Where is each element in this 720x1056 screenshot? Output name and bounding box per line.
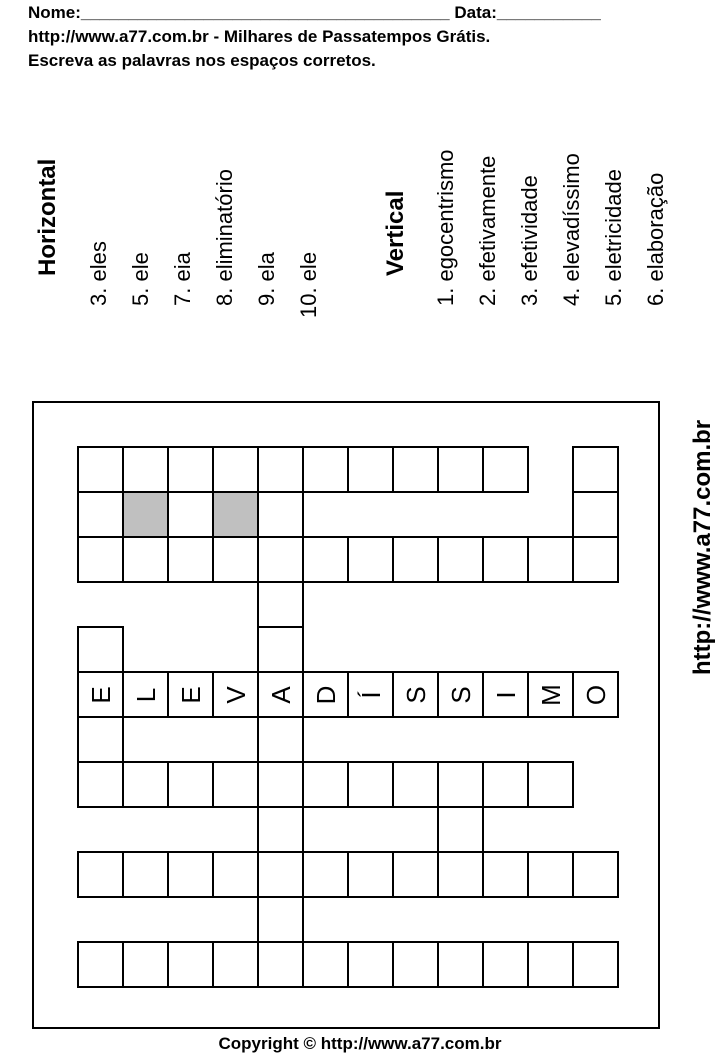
grid-cell[interactable]	[122, 536, 169, 583]
instruction-line: Escreva as palavras nos espaços corretos.	[28, 51, 376, 70]
grid-cell[interactable]	[572, 491, 619, 538]
grid-cell[interactable]	[167, 941, 214, 988]
grid-cell[interactable]	[437, 761, 484, 808]
grid-cell[interactable]	[347, 851, 394, 898]
vertical-clue: 5. eletricidade	[601, 169, 626, 306]
grid-cell[interactable]	[257, 806, 304, 853]
cell-letter: A	[265, 685, 296, 704]
grid-cell[interactable]	[77, 851, 124, 898]
grid-cell[interactable]	[437, 851, 484, 898]
cell-letter: S	[400, 685, 431, 704]
grid-cell[interactable]	[392, 671, 439, 718]
horizontal-clue: 3. eles	[86, 241, 111, 306]
grid-cell[interactable]	[257, 716, 304, 763]
grid-cell[interactable]	[122, 761, 169, 808]
grid-cell[interactable]	[527, 851, 574, 898]
grid-cell[interactable]	[167, 491, 214, 538]
grid-cell[interactable]	[167, 536, 214, 583]
grid-cell[interactable]	[257, 896, 304, 943]
grid-cell[interactable]	[257, 851, 304, 898]
grid-cell[interactable]	[77, 716, 124, 763]
grid-cell[interactable]	[122, 671, 169, 718]
grid-cell[interactable]	[302, 851, 349, 898]
grid-cell[interactable]	[257, 581, 304, 628]
grid-cell[interactable]	[212, 761, 259, 808]
grid-cell[interactable]	[122, 941, 169, 988]
grid-cell[interactable]	[212, 491, 259, 538]
grid-cell[interactable]	[482, 536, 529, 583]
vertical-clue: 4. elevadíssimo	[559, 153, 584, 306]
grid-cell[interactable]	[302, 941, 349, 988]
grid-cell[interactable]	[347, 761, 394, 808]
grid-cell[interactable]	[437, 941, 484, 988]
grid-cell[interactable]	[302, 536, 349, 583]
grid-cell[interactable]	[572, 941, 619, 988]
grid-cell[interactable]	[167, 671, 214, 718]
cell-letter: D	[310, 685, 341, 704]
grid-cell[interactable]	[167, 446, 214, 493]
grid-cell[interactable]	[212, 446, 259, 493]
copyright-footer: Copyright © http://www.a77.com.br	[218, 1034, 502, 1053]
grid-cell[interactable]	[572, 446, 619, 493]
grid-cell[interactable]	[392, 761, 439, 808]
cell-letter: E	[175, 685, 206, 704]
vertical-clue: 6. elaboração	[643, 172, 668, 306]
grid-cell[interactable]	[77, 941, 124, 988]
grid-cell[interactable]	[212, 671, 259, 718]
grid-cell[interactable]	[347, 671, 394, 718]
cell-letter: Í	[355, 690, 386, 699]
horizontal-clue: 5. ele	[128, 252, 153, 306]
grid-cell[interactable]	[347, 536, 394, 583]
grid-cell[interactable]	[77, 626, 124, 673]
grid-cell[interactable]	[302, 446, 349, 493]
grid-cell[interactable]	[257, 536, 304, 583]
grid-cell[interactable]	[257, 626, 304, 673]
grid-cell[interactable]	[122, 446, 169, 493]
grid-cell[interactable]	[392, 446, 439, 493]
grid-cell[interactable]	[392, 941, 439, 988]
cell-letter: V	[220, 685, 251, 704]
grid-cell[interactable]	[212, 536, 259, 583]
grid-cell[interactable]	[257, 446, 304, 493]
grid-cell[interactable]	[527, 761, 574, 808]
grid-cell[interactable]	[167, 851, 214, 898]
grid-cell[interactable]	[77, 446, 124, 493]
grid-cell[interactable]	[77, 761, 124, 808]
grid-cell[interactable]	[77, 536, 124, 583]
grid-cell[interactable]	[392, 851, 439, 898]
grid-cell[interactable]	[302, 671, 349, 718]
grid-cell[interactable]	[437, 446, 484, 493]
vertical-clue: 2. efetivamente	[475, 155, 500, 306]
grid-cell[interactable]	[212, 941, 259, 988]
cell-letter: M	[535, 683, 566, 706]
grid-cell[interactable]	[347, 941, 394, 988]
grid-cell[interactable]	[302, 761, 349, 808]
horizontal-clue: 7. eia	[170, 252, 195, 306]
grid-cell[interactable]	[77, 491, 124, 538]
grid-cell[interactable]	[527, 941, 574, 988]
grid-cell[interactable]	[437, 536, 484, 583]
grid-cell[interactable]	[122, 491, 169, 538]
grid-cell[interactable]	[122, 851, 169, 898]
grid-cell[interactable]	[482, 851, 529, 898]
horizontal-clue: 9. ela	[254, 252, 279, 306]
grid-cell[interactable]	[347, 446, 394, 493]
grid-cell[interactable]	[482, 761, 529, 808]
vertical-heading: Vertical	[382, 190, 409, 276]
horizontal-clue: 8. eliminatório	[212, 169, 237, 306]
grid-cell[interactable]	[257, 491, 304, 538]
grid-cell[interactable]	[572, 671, 619, 718]
grid-cell[interactable]	[572, 851, 619, 898]
grid-cell[interactable]	[212, 851, 259, 898]
horizontal-clue: 10. ele	[296, 251, 321, 318]
grid-cell[interactable]	[392, 536, 439, 583]
horizontal-heading: Horizontal	[34, 158, 61, 276]
sidebar-url: http://www.a77.com.br	[689, 419, 716, 675]
grid-cell[interactable]	[572, 536, 619, 583]
grid-cell[interactable]	[167, 761, 214, 808]
cell-letter: L	[130, 687, 161, 702]
grid-cell[interactable]	[482, 671, 529, 718]
grid-cell[interactable]	[257, 941, 304, 988]
cell-letter: S	[445, 685, 476, 704]
grid-cell[interactable]	[257, 761, 304, 808]
grid-cell[interactable]	[437, 806, 484, 853]
site-line: http://www.a77.com.br - Milhares de Passatempos Grátis.	[28, 27, 491, 46]
grid-cell[interactable]	[77, 671, 124, 718]
grid-cell[interactable]	[482, 941, 529, 988]
grid-cell[interactable]	[482, 446, 529, 493]
vertical-clue: 1. egocentrismo	[433, 149, 458, 306]
grid-cell[interactable]	[437, 671, 484, 718]
cell-letter: O	[580, 684, 611, 705]
vertical-clue: 3. efetividade	[517, 175, 542, 306]
cell-letter: I	[490, 690, 521, 699]
grid-cell[interactable]	[527, 536, 574, 583]
cell-letter: E	[85, 685, 116, 704]
grid-cell[interactable]	[527, 671, 574, 718]
grid-cell[interactable]	[257, 671, 304, 718]
name-date-line: Nome:_______________________________________ Data:___________	[28, 3, 601, 22]
